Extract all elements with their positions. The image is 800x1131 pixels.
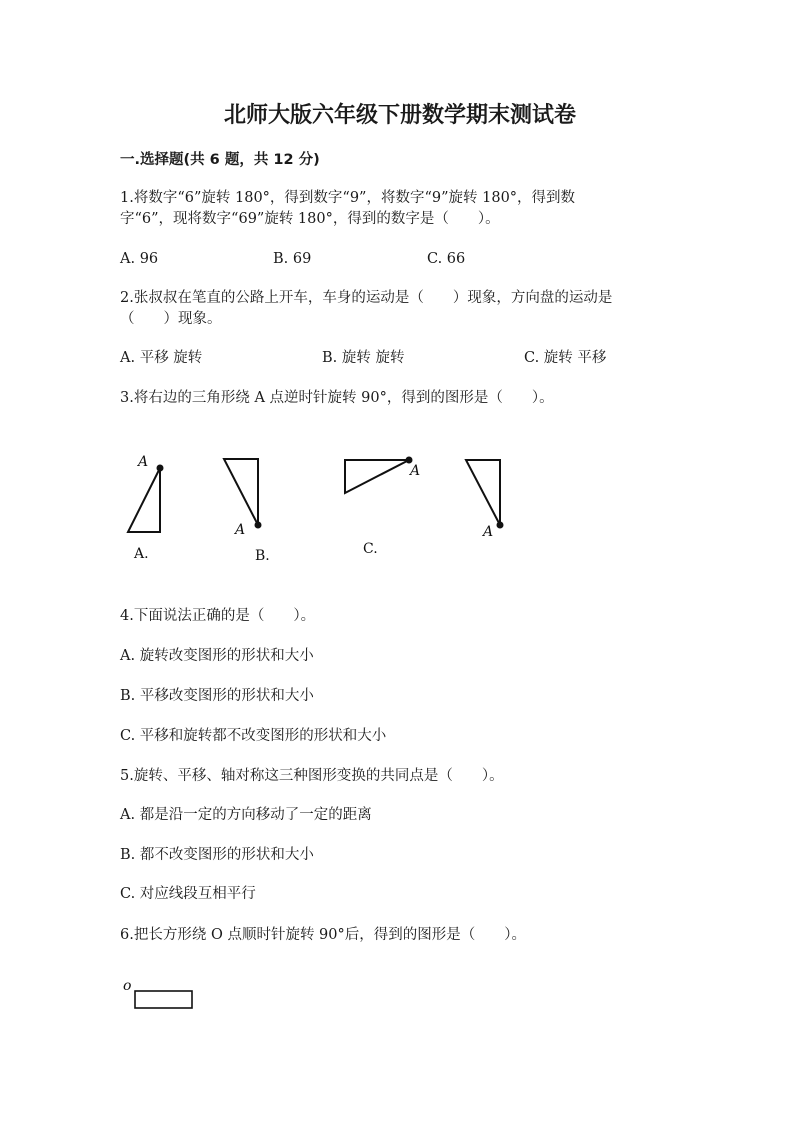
rectangle-figure: [123, 978, 192, 1008]
figure-c-label: C.: [363, 541, 378, 557]
question-1-option-c: C. 66: [427, 251, 466, 267]
figure-d-point-label: A: [483, 524, 494, 540]
question-5-option-c: C. 对应线段互相平行: [120, 886, 256, 902]
question-5-option-a: A. 都是沿一定的方向移动了一定的距离: [120, 807, 372, 823]
triangle-figure-a: [128, 454, 164, 562]
question-4-line-1: 4.下面说法正确的是（ ）。: [120, 608, 316, 624]
figure-b-point-label: A: [235, 522, 246, 538]
question-6-line-1: 6.把长方形绕 O 点顺时针旋转 90°后，得到的图形是（ ）。: [120, 927, 526, 943]
question-2-option-a: A. 平移 旋转: [120, 350, 203, 366]
question-1-option-a: A. 96: [120, 251, 159, 267]
question-4-option-a: A. 旋转改变图形的形状和大小: [120, 648, 314, 664]
figure-a-point-label: A: [138, 454, 149, 470]
figure-c-point-label: A: [410, 463, 421, 479]
question-5-line-1: 5.旋转、平移、轴对称这三种图形变换的共同点是（ ）。: [120, 768, 504, 784]
triangle-figure-c: [345, 457, 420, 558]
page-title: 北师大版六年级下册数学期末测试卷: [223, 103, 576, 128]
question-2-option-b: B. 旋转 旋转: [322, 350, 405, 366]
triangle-figure-d: [466, 460, 504, 540]
question-1-option-b: B. 69: [273, 251, 312, 267]
rectangle-point-label: o: [123, 978, 132, 994]
question-2-option-c: C. 旋转 平移: [524, 350, 607, 366]
triangle-figure-b: [224, 459, 270, 564]
question-4-option-c: C. 平移和旋转都不改变图形的形状和大小: [120, 728, 387, 744]
figure-b-label: B.: [255, 548, 270, 564]
question-2-line-2: （ ）现象。: [120, 311, 222, 327]
question-1-line-2: 字“6”，现将数字“69”旋转 180°，得到的数字是（ ）。: [120, 211, 500, 227]
question-5-option-b: B. 都不改变图形的形状和大小: [120, 847, 314, 863]
section-heading: 一.选择题(共 6 题，共 12 分): [120, 152, 320, 168]
figure-a-label: A.: [134, 546, 149, 562]
question-1-line-1: 1.将数字“6”旋转 180°，得到数字“9”，将数字“9”旋转 180°，得到数: [120, 190, 576, 206]
question-2-line-1: 2.张叔叔在笔直的公路上开车，车身的运动是（ ）现象，方向盘的运动是: [120, 290, 613, 306]
question-3-line-1: 3.将右边的三角形绕 A 点逆时针旋转 90°，得到的图形是（ ）。: [120, 390, 554, 406]
question-4-option-b: B. 平移改变图形的形状和大小: [120, 688, 314, 704]
